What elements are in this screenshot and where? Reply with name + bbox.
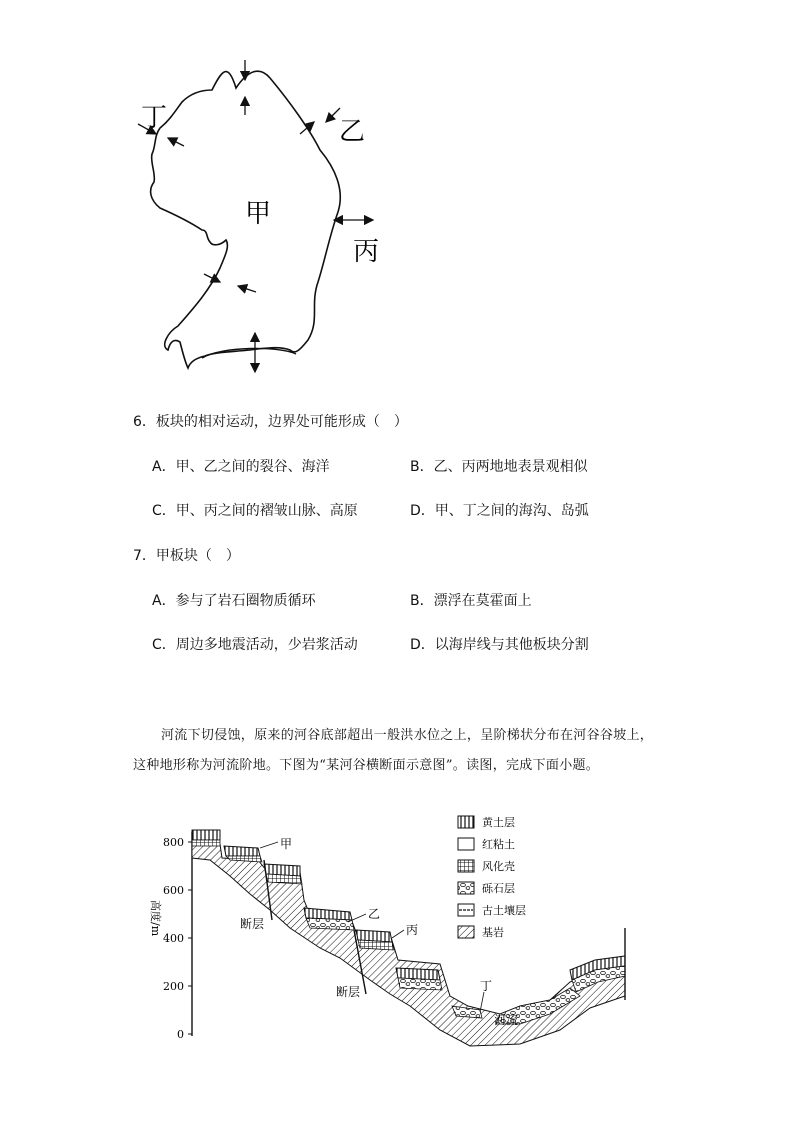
legend-label-gravel: 砾石层 <box>482 882 515 895</box>
label-yi: 乙 <box>368 907 381 921</box>
terrace-jia-loess <box>224 846 260 856</box>
fault-label-2: 断层 <box>336 985 361 999</box>
terrace-2-crust <box>266 874 302 884</box>
label-jia: 甲 <box>280 837 293 851</box>
y-tick-600: 600 <box>163 884 184 897</box>
terrace-top-crust <box>192 840 220 846</box>
y-tick-800: 800 <box>163 836 184 849</box>
question-6-option-d[interactable]: D．甲、丁之间的海沟、岛弧 <box>410 503 589 519</box>
legend <box>458 816 474 938</box>
legend-label-bedrock: 基岩 <box>482 926 504 939</box>
question-7-option-d[interactable]: D．以海岸线与其他板块分割 <box>410 637 589 653</box>
plate-boundary-map <box>130 50 400 390</box>
terrace-top-loess <box>192 830 220 840</box>
y-axis-label: 高度/m <box>149 900 162 937</box>
question-6-option-b[interactable]: B．乙、丙两地地表景观相似 <box>410 459 588 475</box>
label-bing: 丙 <box>406 923 419 937</box>
terrace-bing-crust <box>358 940 394 950</box>
valley-cross-section <box>140 810 640 1050</box>
plate-label-jia: 甲 <box>244 199 272 229</box>
y-axis <box>188 832 192 1036</box>
y-tick-0: 0 <box>177 1028 184 1041</box>
question-7-stem: 7．甲板块（ ） <box>133 548 240 564</box>
plate-label-ding: 丁 <box>140 103 168 133</box>
terrace-ding-gravel <box>452 1006 482 1018</box>
question-7-option-a[interactable]: A．参与了岩石圈物质循环 <box>152 593 316 609</box>
question-7-option-c[interactable]: C．周边多地震活动，少岩浆活动 <box>152 637 358 653</box>
question-6-option-c[interactable]: C．甲、丙之间的褶皱山脉、高原 <box>152 503 358 519</box>
question-6-option-a[interactable]: A．甲、乙之间的裂谷、海洋 <box>152 459 330 475</box>
y-tick-200: 200 <box>163 980 184 993</box>
legend-label-weathering-crust: 风化壳 <box>482 860 515 873</box>
river-label: 河流 <box>494 1013 519 1027</box>
passage-line-2: 这种地形称为河流阶地。下图为“某河谷横断面示意图”。读图，完成下面小题。 <box>133 758 600 773</box>
legend-label-loess: 黄土层 <box>482 816 515 829</box>
plate-label-bing: 丙 <box>352 237 380 267</box>
terrace-yi-gravel <box>306 918 354 930</box>
passage-line-1: 河流下切侵蚀，原来的河谷底部超出一般洪水位之上，呈阶梯状分布在河谷谷坡上， <box>161 728 654 743</box>
label-ding: 丁 <box>480 979 493 993</box>
question-6-stem: 6．板块的相对运动，边界处可能形成（ ） <box>133 414 408 430</box>
plate-label-yi: 乙 <box>338 117 366 147</box>
question-7-option-b[interactable]: B．漂浮在莫霍面上 <box>410 593 532 609</box>
terrace-low-gravel <box>398 978 442 990</box>
legend-label-paleosol: 古土壤层 <box>482 904 526 917</box>
yi-converge-arrows <box>300 108 340 134</box>
legend-label-red-clay: 红粘土 <box>482 838 515 851</box>
fault-label-1: 断层 <box>240 917 265 931</box>
y-tick-400: 400 <box>163 932 184 945</box>
bedrock <box>192 844 625 1046</box>
